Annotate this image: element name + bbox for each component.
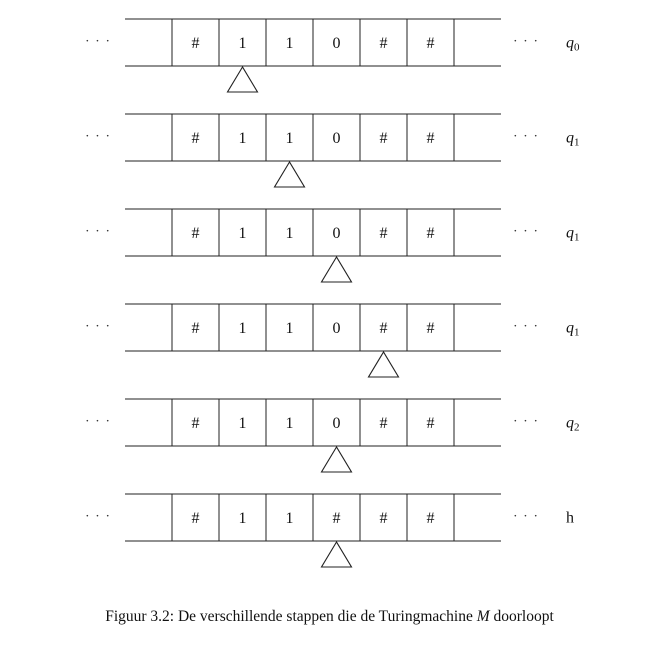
tape-step-6 <box>85 494 574 567</box>
state-label: q1 <box>566 319 580 339</box>
tape-cell-symbol: 0 <box>332 415 341 432</box>
tape-cell-symbol: # <box>191 225 200 242</box>
ellipsis-left: · · · <box>85 414 111 430</box>
tape-cell-symbol: 0 <box>332 130 341 147</box>
state-label: q2 <box>566 414 580 434</box>
tape-cell-symbol: # <box>332 510 341 527</box>
figure-caption <box>0 608 659 626</box>
tape-cell-symbol: 1 <box>238 35 247 52</box>
tape-step-3 <box>85 209 580 282</box>
tape-head-triangle <box>322 542 352 567</box>
tape-cell-symbol: # <box>379 415 388 432</box>
tape-head-triangle <box>275 162 305 187</box>
tape-cell-symbol: 1 <box>285 225 294 242</box>
ellipsis-left: · · · <box>85 509 111 525</box>
ellipsis-right: · · · <box>513 414 539 430</box>
caption-machine-symbol: M <box>476 608 490 625</box>
ellipsis-left: · · · <box>85 34 111 50</box>
tape-cell-symbol: # <box>426 130 435 147</box>
ellipsis-right: · · · <box>513 129 539 145</box>
ellipsis-left: · · · <box>85 129 111 145</box>
tape-step-2 <box>85 114 580 187</box>
tape-cell-symbol: 0 <box>332 320 341 337</box>
tape-cell-symbol: 1 <box>285 510 294 527</box>
tape-cell-symbol: # <box>191 415 200 432</box>
ellipsis-right: · · · <box>513 224 539 240</box>
tape-cell-symbol: # <box>426 225 435 242</box>
ellipsis-right: · · · <box>513 34 539 50</box>
tape-cell-symbol: 1 <box>238 225 247 242</box>
state-label: h <box>566 509 574 527</box>
tape-cell-symbol: # <box>191 35 200 52</box>
tape-cell-symbol: 1 <box>238 415 247 432</box>
tape-cell-symbol: # <box>379 35 388 52</box>
tape-cell-symbol: 1 <box>238 130 247 147</box>
tape-step-4 <box>85 304 580 377</box>
tape-cell-symbol: # <box>379 225 388 242</box>
tape-cell-symbol: 1 <box>285 35 294 52</box>
tape-cell-symbol: 1 <box>238 320 247 337</box>
tape-cell-symbol: # <box>191 510 200 527</box>
tape-cell-symbol: # <box>191 130 200 147</box>
caption-prefix: Figuur 3.2: De verschillende stappen die de Turingmachine <box>105 608 473 625</box>
tape-cell-symbol: 1 <box>285 130 294 147</box>
tape-cell-symbol: # <box>426 510 435 527</box>
tape-cell-symbol: # <box>191 320 200 337</box>
tape-cell-symbol: # <box>426 415 435 432</box>
tape-step-1 <box>85 19 580 92</box>
state-label: q1 <box>566 129 580 149</box>
tape-cell-symbol: 0 <box>332 225 341 242</box>
tape-head-triangle <box>228 67 258 92</box>
tape-cell-symbol: # <box>426 35 435 52</box>
tape-cell-symbol: 1 <box>238 510 247 527</box>
tape-head-triangle <box>369 352 399 377</box>
caption-suffix: doorloopt <box>493 608 554 625</box>
tape-cell-symbol: # <box>426 320 435 337</box>
tape-cell-symbol: # <box>379 510 388 527</box>
tape-cell-symbol: 1 <box>285 415 294 432</box>
ellipsis-right: · · · <box>513 509 539 525</box>
ellipsis-left: · · · <box>85 319 111 335</box>
tape-cell-symbol: 0 <box>332 35 341 52</box>
state-label: q0 <box>566 34 580 54</box>
tape-cell-symbol: # <box>379 130 388 147</box>
tape-head-triangle <box>322 447 352 472</box>
state-label: q1 <box>566 224 580 244</box>
tape-step-5 <box>85 399 580 472</box>
ellipsis-right: · · · <box>513 319 539 335</box>
tape-cell-symbol: # <box>379 320 388 337</box>
tape-head-triangle <box>322 257 352 282</box>
ellipsis-left: · · · <box>85 224 111 240</box>
tape-cell-symbol: 1 <box>285 320 294 337</box>
